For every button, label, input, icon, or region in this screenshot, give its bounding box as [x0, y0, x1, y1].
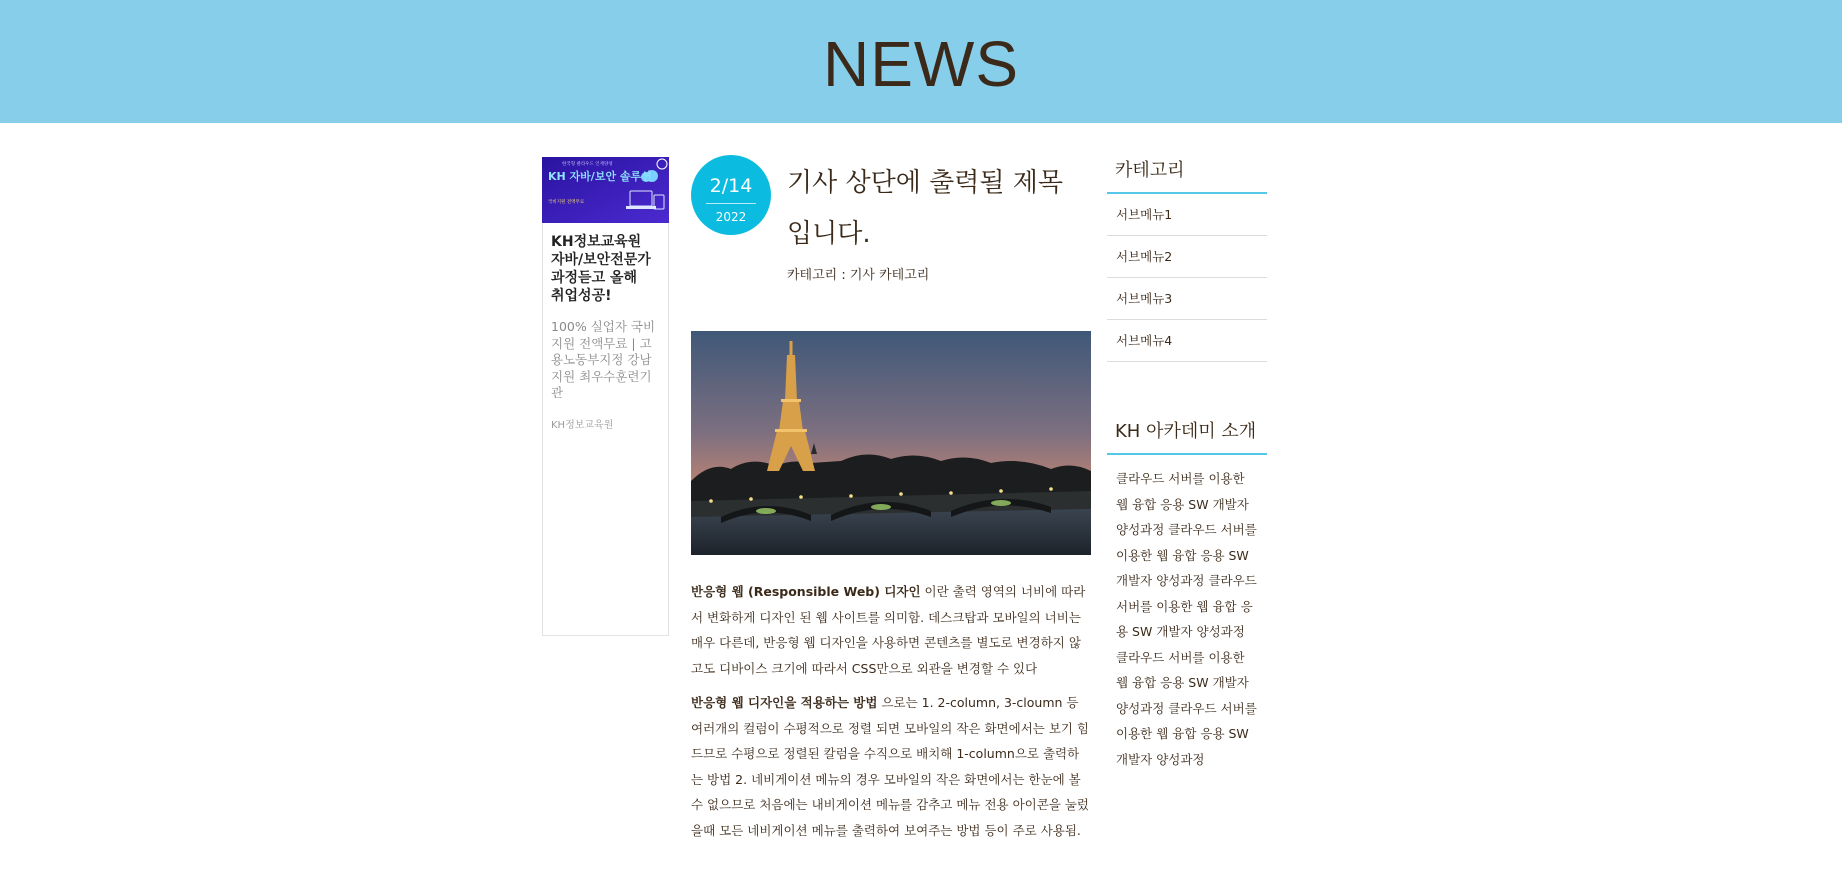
article-paragraph-bold: 반응형 웹 (Responsible Web) 디자인 [691, 584, 921, 599]
article-paragraph-text: 이란 출력 영역의 너비에 따라서 변화하게 디자인 된 웹 사이트를 의미함. 데스크탑과 모바일의 너비는 매우 다른데, 반응형 웹 디자인을 사용하면 콘텐츠를 별도로 변경하지 않고도 디바이스 크기에 따라서 CSS만으로 외관을 변경할 수 있다 [691, 584, 1086, 676]
intro-section [1107, 416, 1267, 772]
sub-menu-item-4[interactable]: 서브메뉴4 [1107, 320, 1267, 362]
sidebar [1107, 155, 1267, 772]
date-divider [706, 203, 756, 204]
intro-text: 클라우드 서버를 이용한 웹 융합 응용 SW 개발자 양성과정 클라우드 서버를 이용한 웹 융합 응용 SW 개발자 양성과정 클라우드 서버를 이용한 웹 융합 응용 SW 개발자 양성과정 클라우드 서버를 이용한 웹 융합 응용 SW 개발자 양성과정 클라우드 서버를 이용한 웹 융합 응용 SW 개발자 양성과정 [1116, 471, 1257, 767]
sub-menu-item-1[interactable]: 서브메뉴1 [1107, 194, 1267, 236]
sub-menu-list [1107, 194, 1267, 362]
ad-title[interactable]: KH정보교육원 자바/보안전문가 과정듣고 올해 취업성공! [551, 234, 651, 304]
date-year: 2022 [715, 210, 747, 224]
site-title: NEWS [823, 27, 1019, 100]
article-photo-eiffel-tower [691, 331, 1091, 555]
ad-source: KH정보교육원 [551, 419, 614, 431]
intro-heading: KH 아카데미 소개 [1107, 416, 1267, 455]
article-body [691, 579, 1091, 852]
article-paragraph [691, 690, 1091, 843]
date-day: 2/14 [709, 175, 753, 197]
sub-menu-item-2[interactable]: 서브메뉴2 [1107, 236, 1267, 278]
article-paragraph-text: 으로는 1. 2-column, 3-cloumn 등 여러개의 컬럼이 수평적으로 정렬 되면 모바일의 작은 화면에서는 보기 힘드므로 수평으로 정렬된 칼럼을 수직으로 배치해 1-column으로 출력하는 방법 2. 네비게이션 메뉴의 경우 모바일의 작은 화면에서는 한눈에 볼 수 없으므로 처음에는 내비게이션 메뉴를 감추고 메뉴 전용 아이콘을 눌렀을때 모든 네비게이션 메뉴를 출력하여 보여주는 방법 등이 주로 사용됨. [691, 695, 1090, 838]
article-category: 카테고리 : 기사 카테고리 [787, 268, 930, 283]
sub-menu-item-3[interactable]: 서브메뉴3 [1107, 278, 1267, 320]
ad-banner-big-text: KH 자바/보안 솔루션 [548, 170, 652, 183]
article-title: 기사 상단에 출력될 제목입니다. [787, 168, 1063, 249]
ad-description: 100% 실업자 국비지원 전액무료 | 고용노동부지정 강남지원 최우수훈련기관 [551, 319, 656, 400]
ad-banner-image[interactable] [542, 157, 669, 223]
article-paragraph [691, 579, 1091, 681]
ad-banner-sub-caption: 국비지원 전액무료 [548, 200, 585, 205]
site-header [0, 0, 1842, 123]
date-badge [691, 155, 771, 235]
category-heading: 카테고리 [1107, 155, 1267, 194]
ad-card[interactable] [542, 157, 669, 636]
ad-banner-small-caption: 한국형 클라우드 인재양성 [562, 162, 613, 167]
article-paragraph-bold: 반응형 웹 디자인을 적용하는 방법 [691, 695, 878, 710]
